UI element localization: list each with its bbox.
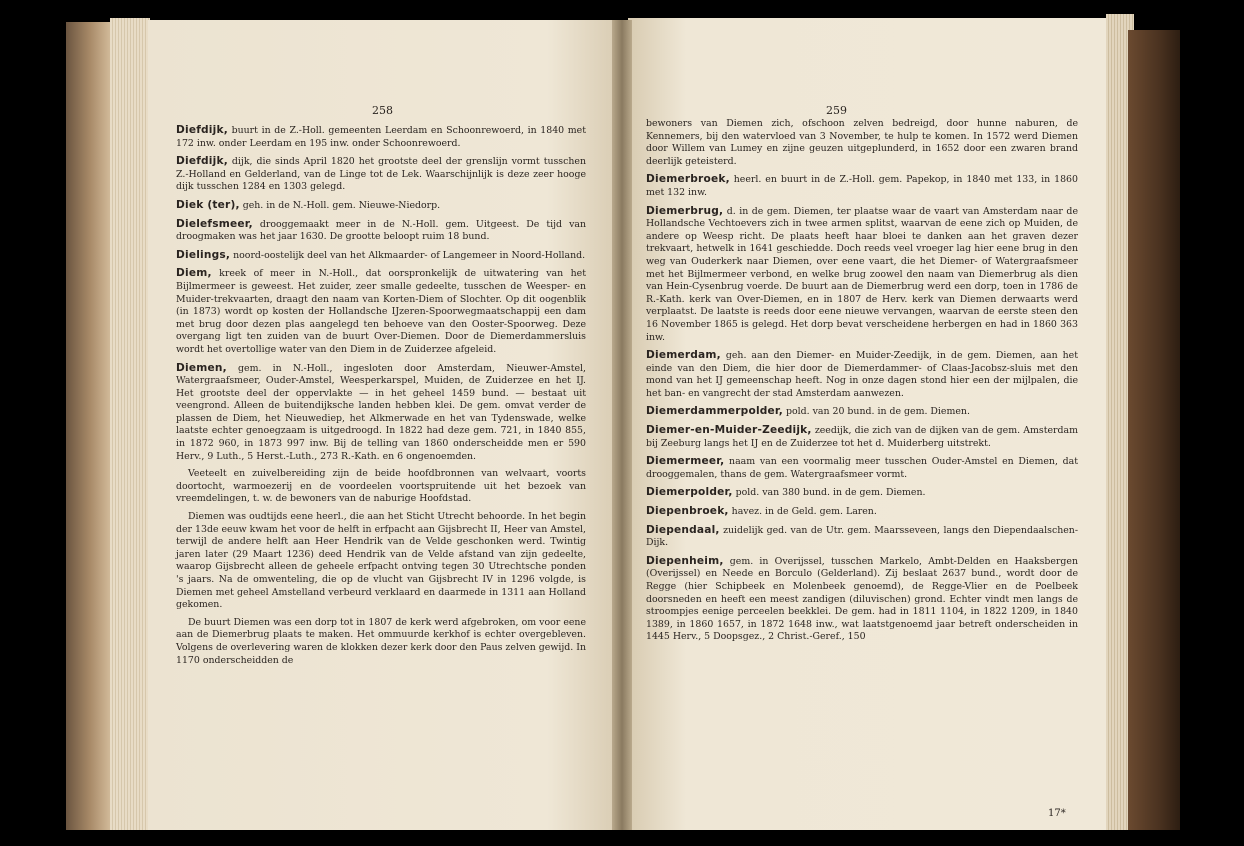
- entry-text: De buurt Diemen was een dorp tot in 1807 de kerk werd afgebroken, om voor eene aan de Diemerbrug plaats te maken. Het ommuurde kerkhof is echter overgebleven. Volgens de overlevering waren de klokken dezer kerk door den Paus zelven gewijd. In 1170 onderscheidden de: [176, 616, 586, 666]
- entry-text: dijk, die sinds April 1820 het grootste deel der grenslijn vormt tusschen Z.-Holland en Gelderland, van de Linge tot de Lek. Waarschijnlijk is deze zeer hooge dijk tusschen 1284 en 1303 gelegd.: [176, 156, 586, 193]
- entry-term: Diemerdammerpolder,: [646, 405, 784, 418]
- entry-term: Diemermeer,: [646, 455, 725, 468]
- dictionary-entry: [646, 405, 1078, 419]
- entry-text: geh. in de N.-Holl. gem. Nieuwe-Niedorp.: [239, 199, 441, 211]
- entry-text: heerl. en buurt in de Z.-Holl. gem. Papekop, in 1840 met 133, in 1860 met 132 inw.: [646, 174, 1078, 198]
- dictionary-entry: [176, 249, 586, 263]
- dictionary-entry: [176, 155, 586, 194]
- dictionary-entry: [646, 486, 1078, 500]
- entry-text: geh. aan den Diemer- en Muider-Zeedijk, in de gem. Diemen, aan het einde van den Diem, die hier door de Diemerdammer- of Claas-Jacobsz-sluis met den mond van het IJ gemeenschap heeft. Nog in onze dagen stond hier een der mijlpalen, die het ban- en vangrecht der stad Amsterdam aanwezen.: [646, 350, 1078, 399]
- entry-term: Diemerbroek,: [646, 173, 730, 186]
- entry-term: Diemerdam,: [646, 349, 721, 362]
- entry-term: Diefdijk,: [176, 124, 228, 136]
- dictionary-entry: [176, 218, 586, 244]
- book-gutter: [612, 20, 632, 830]
- dictionary-entry: [176, 617, 586, 667]
- entry-text: pold. van 380 bund. in de gem. Diemen.: [732, 487, 926, 499]
- entry-text: zeedijk, die zich van de dijken van de gem. Amsterdam bij Zeeburg langs het IJ en de Zuiderzee tot het d. Muiderberg uitstrekt.: [646, 425, 1078, 449]
- entry-text: naam van een voormalig meer tusschen Ouder-Amstel en Diemen, dat drooggemalen, thans de gem. Watergraafsmeer vormt.: [646, 456, 1078, 480]
- entry-term: Diemerpolder,: [646, 486, 733, 499]
- dictionary-entry: [646, 118, 1078, 168]
- entry-text: drooggemaakt meer in de N.-Holl. gem. Uitgeest. De tijd van droogmaken was het jaar 1630. De grootte beloopt ruim 18 bund.: [176, 218, 586, 243]
- entry-term: Diefdijk,: [176, 155, 228, 168]
- entry-text: noord-oostelijk deel van het Alkmaarder- of Langemeer in Noord-Holland.: [230, 249, 586, 261]
- entry-text: bewoners van Diemen zich, ofschoon zelven bedreigd, door hunne naburen, de Kennemers, bij den watervloed van 3 November, te hulp te komen. In 1572 werd Diemen door Willem van Lumey en zijne geuzen uitgeplunderd, in 1652 door een zwaren brand deerlijk geteisterd.: [646, 118, 1078, 167]
- dictionary-entry: [176, 199, 586, 213]
- entry-term: Diepenheim,: [646, 554, 724, 567]
- dictionary-entry: [646, 349, 1078, 400]
- dictionary-entry: [176, 511, 586, 612]
- dictionary-entry: [646, 505, 1078, 519]
- dictionary-entry: [646, 555, 1078, 644]
- entry-term: Diemer-en-Muider-Zeedijk,: [646, 424, 812, 437]
- entry-text: gem. in Overijssel, tusschen Markelo, Ambt-Delden en Haaksbergen (Overijssel) en Neede en Borculo (Gelderland). Zij beslaat 2637 bund., wordt door de Regge (hier Schipbeek en Molenbeek genoemd), de Regge-Vlier en de Poelbeek doorsneden en heeft een meest zandigen (diluvischen) grond. Echter vindt men langs de stroompjes eenige perceelen beekklei. De gem. had in 1811 1104, in 1822 1209, in 1840 1389, in 1860 1657, in 1872 1648 inw., wat laatstgenoemd jaar betreft onderscheiden in 1445 Herv., 5 Doopsgez., 2 Christ.-Geref., 150: [646, 555, 1078, 643]
- entry-term: Diek (ter),: [176, 198, 240, 211]
- dictionary-entry: [176, 124, 586, 150]
- entry-term: Diepenbroek,: [646, 505, 729, 518]
- entry-text: zuidelijk ged. van de Utr. gem. Maarsseveen, langs den Diependaalschen-Dijk.: [646, 524, 1078, 549]
- dictionary-entry: [176, 468, 586, 506]
- entry-text: Diemen was oudtijds eene heerl., die aan het Sticht Utrecht behoorde. In het begin der 13de eeuw kwam het voor de helft in erfpacht aan Gijsbrecht II, Heer van Amstel, terwijl de andere helft aan Heer Hendrik van de Velde geschonken werd. Twintig jaren later (29 Maart 1236) deed Hendrik van de Velde afstand van zijn gedeelte, waarop Gijsbrecht alleen de geheele erfpacht ontving tegen 30 Utrechtsche ponden 's jaars. Na de omwenteling, die op de vlucht van Gijsbrecht IV in 1296 volgde, is Diemen met geheel Amstelland verbeurd verklaard en daarmede in 1311 aan Holland gekomen.: [176, 511, 586, 611]
- dictionary-entry: [646, 205, 1078, 345]
- page-number-left: 258: [372, 104, 393, 117]
- entry-text: d. in de gem. Diemen, ter plaatse waar de vaart van Amsterdam naar de Hollandsche Vechtoevers zich in twee armen splitst, waarvan de eene zich op Muiden, de andere op Weesp richt. De plaats heeft haar bloei te danken aan het graven dezer trekvaart, hetwelk in 1641 geschiedde. Doch reeds veel vroeger lag hier eene brug in den weg van Ouderkerk naar Diemen, over eene vaart, die het Diemer- of Watergraafsmeer met het Bijlmermeer verbond, en welke brug zoowel den naam van Diemerbrug als dien van Hein-Cysenbrug voerde. De buurt aan de Diemerbrug werd een dorp, toen in 1786 de R.-Kath. kerk van Over-Diemen, en in 1807 de Herv. kerk van Diemen derwaarts werd verplaatst. De laatste is reeds door eene nieuwe vervangen, waarvan de eerste steen den 16 November 1865 is gelegd. Het dorp bevat verscheidene herbergen en had in 1860 363 inw.: [646, 205, 1078, 343]
- entry-text: pold. van 20 bund. in de gem. Diemen.: [783, 406, 970, 418]
- entry-text: gem. in N.-Holl., ingesloten door Amsterdam, Nieuwer-Amstel, Watergraafsmeer, Ouder-Amstel, Weesperkarspel, Muiden, de Zuiderzee en het IJ. Het grootste deel der oppervlakte — in het geheel 1459 bund. — bestaat uit veengrond. Alleen de buitendijksche landen hebben klei. De gem. omvat verder de plassen de Diem, het Nieuwediep, het Alkmerwade en het van Tydenswade, welke laatste echter genoegzaam is uitgedroogd. In 1822 had deze gem. 721, in 1840 855, in 1872 960, in 1873 997 inw. Bij de telling van 1860 onderscheidde men er 590 Herv., 9 Luth., 5 Herst.-Luth., 273 R.-Kath. en 6 ongenoemden.: [176, 362, 586, 462]
- entry-text: buurt in de Z.-Holl. gemeenten Leerdam en Schoonrewoerd, in 1840 met 172 inw. onder Leerdam en 195 inw. onder Schoonrewoerd.: [176, 125, 586, 149]
- dictionary-entry: [176, 362, 586, 464]
- book-cover-right: [1128, 30, 1180, 830]
- entry-term: Diem,: [176, 267, 212, 280]
- signature-mark: 17*: [1048, 808, 1066, 819]
- entry-term: Dielefsmeer,: [176, 217, 253, 230]
- entry-text: kreek of meer in N.-Holl., dat oorspronkelijk de uitwatering van het Bijlmermeer is geweest. Het zuider, zeer smalle gedeelte, tusschen de Weesper- en Muider-trekvaarten, draagt den naam van Korten-Diem of Slochter. Op dit oogenblik (in 1873) wordt op kosten der Hollandsche IJzeren-Spoorwegmaatschappij een dam met brug door dezen plas aangelegd ten behoeve van den Ooster-Spoorweg. Deze overgang ligt ten zuiden van de buurt Over-Diemen. Door de Diemerdammersluis wordt het overtollige water van den Diem in de Zuiderzee afgeleid.: [176, 268, 586, 355]
- entry-term: Diemen,: [176, 361, 227, 374]
- page-number-right: 259: [826, 104, 847, 117]
- entry-text: havez. in de Geld. gem. Laren.: [728, 506, 877, 518]
- page-stack-left: [110, 18, 150, 830]
- dictionary-entry: [646, 524, 1078, 550]
- dictionary-entry: [646, 455, 1078, 481]
- dictionary-entry: [176, 267, 586, 356]
- entry-term: Dielings,: [176, 248, 231, 261]
- right-page-text: [646, 118, 1078, 649]
- left-page-text: [176, 124, 586, 672]
- entry-term: Diependaal,: [646, 523, 720, 536]
- entry-term: Diemerbrug,: [646, 204, 724, 217]
- entry-text: Veeteelt en zuivelbereiding zijn de beide hoofdbronnen van welvaart, voorts doortocht, warmoezerij en de voordeelen voortspruitende uit het bezoek van vreemdelingen, t. w. de bewoners van de naburige Hoofdstad.: [176, 468, 586, 505]
- dictionary-entry: [646, 173, 1078, 199]
- dictionary-entry: [646, 424, 1078, 450]
